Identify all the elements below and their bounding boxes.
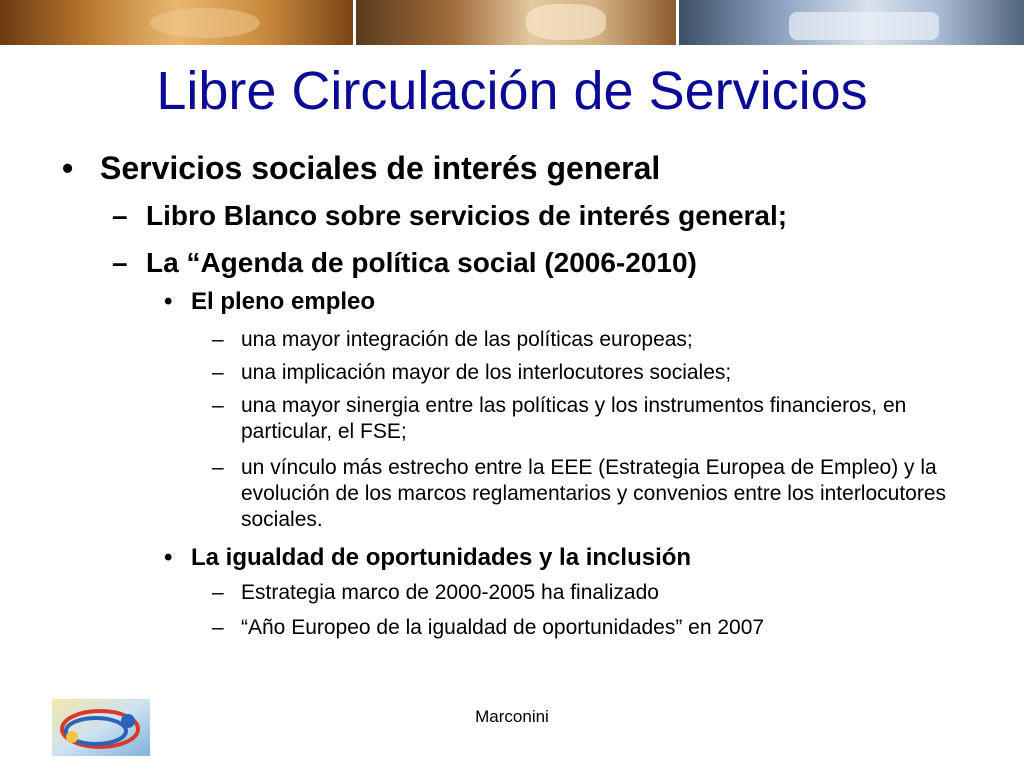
bullet-level4: [212, 327, 972, 353]
bullet-dot-marker: •: [164, 544, 173, 571]
bullet-level4: [212, 615, 972, 641]
bullet-dot-marker: •: [62, 150, 74, 186]
bullet-text: La igualdad de oportunidades y la inclusión: [191, 544, 692, 571]
bullet-level4: [212, 360, 972, 386]
slide-title: Libre Circulación de Servicios: [156, 61, 868, 121]
bullet-dash-marker: –: [212, 361, 224, 384]
bullet-level2: [112, 199, 992, 233]
bullet-dash-marker: –: [212, 581, 224, 604]
bullet-dash-marker: –: [212, 394, 224, 417]
bullet-level4: [212, 393, 972, 445]
bullet-dash-marker: –: [212, 328, 224, 351]
bullet-dot-marker: •: [164, 288, 173, 315]
bullet-level2: [112, 246, 992, 280]
bullet-level1: [62, 149, 962, 187]
bullet-level4: [212, 455, 972, 533]
bullet-text: Estrategia marco de 2000-2005 ha finalizado: [241, 581, 659, 604]
bullet-text: un vínculo más estrecho entre la EEE (Estrategia Europea de Empleo) y la evolución de los marcos reglamentarios y convenios entre los interlocutores sociales.: [241, 456, 947, 531]
bullet-dash-marker: –: [212, 616, 224, 639]
bullet-dash-marker: –: [212, 456, 224, 479]
bullet-dash-marker: –: [112, 247, 128, 278]
slide-footer: Marconini: [475, 707, 549, 726]
bullet-text: una mayor integración de las políticas europeas;: [241, 328, 693, 351]
bullet-text: La “Agenda de política social (2006-2010): [146, 247, 697, 278]
bullet-level4: [212, 580, 972, 606]
bullet-dash-marker: –: [112, 200, 128, 231]
bullet-text: una mayor sinergia entre las políticas y los instrumentos financieros, en particular, el FSE;: [241, 394, 907, 443]
bullet-text: El pleno empleo: [191, 288, 376, 315]
bullet-text: “Año Europeo de la igualdad de oportunidades” en 2007: [241, 616, 765, 639]
bullet-text: una implicación mayor de los interlocutores sociales;: [241, 361, 732, 384]
bullet-text: Servicios sociales de interés general: [100, 150, 661, 186]
bullet-level3: [164, 543, 984, 573]
bullet-text: Libro Blanco sobre servicios de interés general;: [146, 200, 788, 231]
bullet-level3: [164, 287, 984, 317]
